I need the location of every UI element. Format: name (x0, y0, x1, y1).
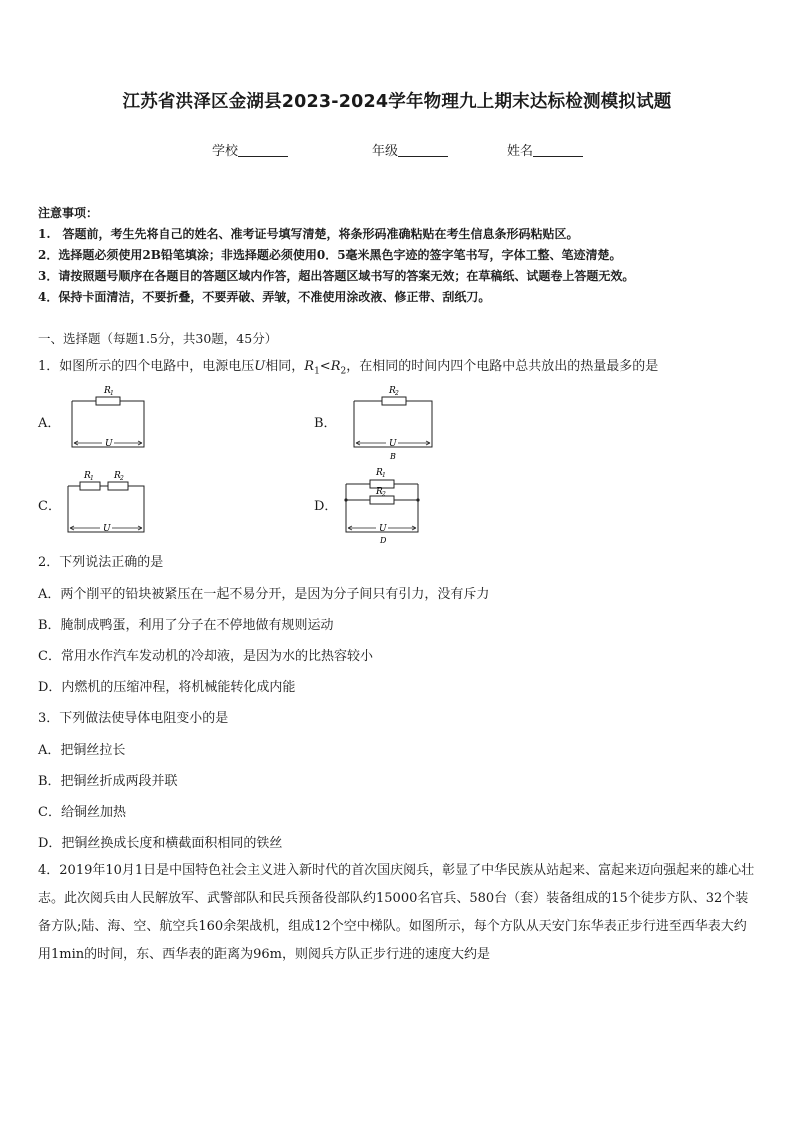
u-label: U (379, 524, 387, 534)
r1-label: R (376, 468, 383, 478)
r1-label: R (84, 471, 91, 481)
r2-label: R (376, 487, 383, 497)
r1-label: R (104, 386, 111, 396)
resistor-r2-icon (382, 397, 406, 405)
question-3-option: C．给铜丝加热 (38, 805, 126, 820)
u-label: U (389, 439, 397, 449)
section-heading: 一、选择题（每题1.5分，共30题，45分） (38, 331, 278, 346)
school-label: 学校 (212, 144, 239, 159)
question-2-option: D．内燃机的压缩冲程，将机械能转化成内能 (38, 680, 296, 695)
question-3-option: D．把铜丝换成长度和横截面积相同的铁丝 (38, 836, 283, 851)
r2-sub: 2 (120, 475, 124, 482)
note-item: 3．请按照题号顺序在各题目的答题区域内作答，超出答题区域书写的答案无效；在草稿纸、试题卷上答题无效。 (38, 269, 635, 283)
page-title: 江苏省洪泽区金湖县2023-2024学年物理九上期末达标检测模拟试题 (122, 92, 672, 112)
r1-sub: 1 (90, 475, 94, 482)
note-item: 4．保持卡面清洁，不要折叠，不要弄破、弄皱，不准使用涂改液、修正带、刮纸刀。 (38, 290, 491, 304)
note-item: 2．选择题必须使用2B铅笔填涂；非选择题必须使用0．5毫米黑色字迹的签字笔书写，字体工整、笔迹清楚。 (38, 248, 622, 262)
resistor-r1-icon (96, 397, 120, 405)
school-blank (238, 144, 288, 157)
question-1-stem: 1．如图所示的四个电路中，电源电压U相同，$R_1<R_2$，在相同的时间内四个电路中总共放出的热量最多的是 (38, 359, 659, 377)
caption-d: D (380, 536, 387, 544)
question-4-text: 4．2019年10月1日是中国特色社会主义进入新时代的首次国庆阅兵，彰显了中华民族从站起来、富起来迈向强起来的雄心壮志。此次阅兵由人民解放军、武警部队和民兵预备役部队约15000名官兵、580台（套）装备组成的15个徒步方队、32个装备方队;陆、海、空、航空兵160余架战机，组成12个空中梯队。如图所示，每个方队从天安门东华表正步行进至西华表大约用1min的时间，东、西华表的距离为96m，则阅兵方队正步行进的速度大约是 (38, 863, 755, 962)
name-blank (533, 144, 583, 157)
note-item: 1. 答题前，考生先将自己的姓名、准考证号填写清楚，将条形码准确粘贴在考生信息条形码粘贴区。 (38, 227, 579, 241)
circuit-c-diagram (64, 466, 150, 538)
u-label: U (105, 439, 113, 449)
u-label: U (103, 524, 111, 534)
option-a-label: A． (38, 416, 61, 431)
grade-blank (398, 144, 448, 157)
question-2-option: C．常用水作汽车发动机的冷却液，是因为水的比热容较小 (38, 649, 373, 664)
name-field (507, 140, 583, 159)
circuit-d-diagram (340, 460, 426, 544)
r2-label: R (389, 386, 396, 396)
school-field (212, 140, 288, 159)
question-2-option: A．两个削平的铅块被紧压在一起不易分开，是因为分子间只有引力，没有斥力 (38, 587, 490, 602)
question-2-option: B．腌制成鸭蛋，利用了分子在不停地做有规则运动 (38, 618, 334, 633)
option-d-label: D． (314, 499, 338, 514)
grade-label: 年级 (372, 144, 399, 159)
caption-b: B (390, 452, 396, 461)
question-3-option: A．把铜丝拉长 (38, 743, 126, 758)
resistor-r1-icon (80, 482, 100, 490)
r2-sub: 2 (382, 491, 386, 498)
r1-sub: 1 (382, 472, 386, 479)
notes-heading: 注意事项： (38, 206, 99, 220)
grade-field (372, 140, 448, 159)
resistor-r2-icon (108, 482, 128, 490)
option-b-label: B． (314, 416, 337, 431)
r2-sub: 2 (395, 390, 399, 397)
r2-label: R (114, 471, 121, 481)
name-label: 姓名 (507, 144, 534, 159)
question-2-stem: 2．下列说法正确的是 (38, 555, 164, 570)
option-c-label: C． (38, 499, 61, 514)
circuit-b-diagram (350, 381, 436, 461)
circuit-a-diagram (68, 381, 148, 453)
question-3-option: B．把铜丝折成两段并联 (38, 774, 178, 789)
question-3-stem: 3．下列做法使导体电阻变小的是 (38, 711, 229, 726)
r1-sub: 1 (110, 390, 114, 397)
